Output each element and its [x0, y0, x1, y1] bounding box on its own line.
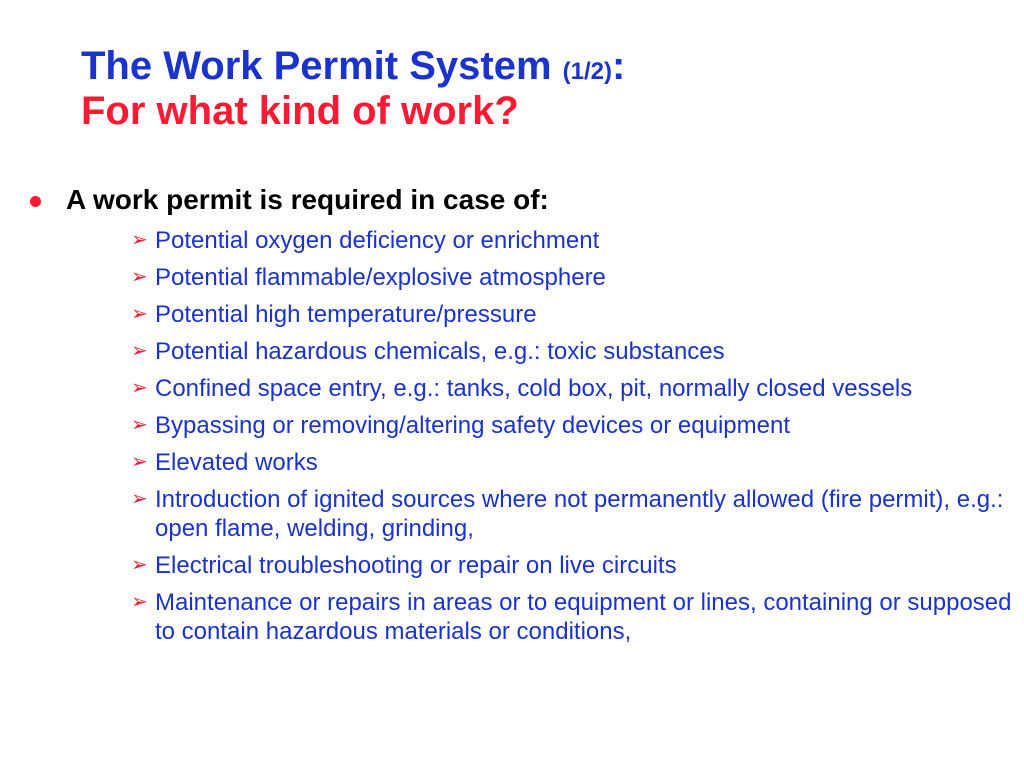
- list-item-text: Potential high temperature/pressure: [155, 301, 537, 328]
- list-item-text: Potential oxygen deficiency or enrichment: [155, 227, 600, 254]
- list-item-text: Elevated works: [155, 449, 318, 476]
- list-item-text: Bypassing or removing/altering safety devices or equipment: [155, 412, 790, 439]
- red-arrow-bullet-icon: ➢: [131, 554, 148, 576]
- title-subtitle: For what kind of work?: [81, 88, 519, 133]
- title-main: The Work Permit System: [81, 44, 552, 88]
- list-item: [131, 300, 1016, 329]
- list-item-text: Confined space entry, e.g.: tanks, cold box, pit, normally closed vessels: [155, 375, 913, 402]
- list-item: [131, 448, 1016, 477]
- list-item: [131, 411, 1016, 440]
- red-arrow-bullet-icon: ➢: [131, 451, 148, 473]
- list-item: [131, 374, 1016, 403]
- list-item: [131, 263, 1016, 292]
- main-bullet-text: A work permit is required in case of:: [66, 184, 549, 215]
- sub-bullet-list: [131, 226, 1016, 654]
- list-item: [131, 551, 1016, 580]
- main-bullet: [30, 184, 549, 216]
- red-arrow-bullet-icon: ➢: [131, 377, 148, 399]
- red-dot-bullet-icon: [30, 196, 41, 207]
- list-item-text: Potential flammable/explosive atmosphere: [155, 264, 606, 291]
- list-item: [131, 226, 1016, 255]
- red-arrow-bullet-icon: ➢: [131, 488, 148, 510]
- red-arrow-bullet-icon: ➢: [131, 591, 148, 613]
- red-arrow-bullet-icon: ➢: [131, 340, 148, 362]
- title-line-1: [81, 44, 625, 89]
- list-item-text: Introduction of ignited sources where not permanently allowed (fire permit), e.g.: open flame, welding, grinding,: [155, 486, 1004, 542]
- list-item-text: Potential hazardous chemicals, e.g.: toxic substances: [155, 338, 725, 365]
- red-arrow-bullet-icon: ➢: [131, 266, 148, 288]
- list-item-text: Maintenance or repairs in areas or to equipment or lines, containing or supposed to contain hazardous materials or conditions,: [155, 589, 1012, 645]
- title-page-indicator: (1/2): [562, 58, 613, 85]
- red-arrow-bullet-icon: ➢: [131, 229, 148, 251]
- slide-title: [81, 44, 625, 134]
- red-arrow-bullet-icon: ➢: [131, 414, 148, 436]
- list-item: [131, 588, 1016, 646]
- list-item: [131, 485, 1016, 543]
- list-item: [131, 337, 1016, 366]
- title-colon: :: [612, 44, 626, 88]
- list-item-text: Electrical troubleshooting or repair on live circuits: [155, 552, 677, 579]
- red-arrow-bullet-icon: ➢: [131, 303, 148, 325]
